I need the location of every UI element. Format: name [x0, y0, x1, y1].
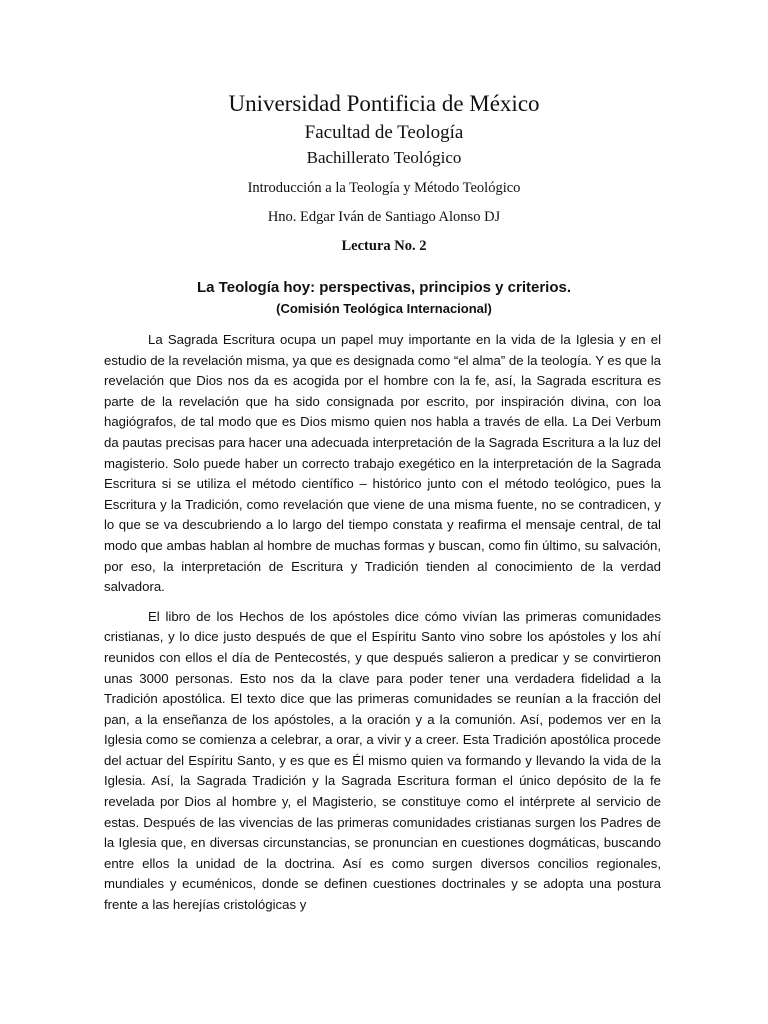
article-heading	[0, 277, 768, 319]
paragraph-2: El libro de los Hechos de los apóstoles dice cómo vivían las primeras comunidades cristianas, y lo dice justo después de que el Espíritu Santo vino sobre los apóstoles y los ahí reunidos con ellos el día de Pentecostés, y que después salieron a predicar y se convirtieron unas 3000 personas. Esto nos da la clave para poder tener una verdadera fidelidad a la Tradición apostólica. El texto dice que las primeras comunidades se reunían a la fracción del pan, a la enseñanza de los apóstoles, a la oración y a la comunión. Así, podemos ver en la Iglesia como se comienza a celebrar, a orar, a vivir y a creer. Esta Tradición apostólica procede del actuar del Espíritu Santo, y es que es Él mismo quien va formando y llevando la vida de la Iglesia. Así, la Sagrada Tradición y la Sagrada Escritura forman el único depósito de la fe revelada por Dios al hombre y, el Magisterio, se constituye como el intérprete al servicio de estas. Después de las vivencias de las primeras comunidades cristianas surgen los Padres de la Iglesia que, en diversas circunstancias, se pronuncian en cuestiones dogmáticas, buscando entre ellos la unidad de la doctrina. Así es como surgen diversos concilios regionales, mundiales y ecuménicos, donde se definen cuestiones doctrinales y se adopta una postura frente a las herejías cristológicas y	[104, 608, 661, 913]
university-name: Universidad Pontificia de México	[228, 91, 540, 116]
document-header	[0, 88, 768, 256]
course-name: Introducción a la Teología y Método Teológico	[247, 180, 521, 196]
article-source: (Comisión Teológica Internacional)	[276, 301, 492, 316]
paragraph-1: La Sagrada Escritura ocupa un papel muy importante en la vida de la Iglesia y en el estudio de la revelación misma, ya que es designada como “el alma” de la teología. Y es que la revelación que Dios nos da es acogida por el hombre con la fe, así, la Sagrada escritura es parte de la revelación que ha sido consignada por escrito, por inspiración divina, con loa hagiógrafos, de tal modo que es Dios mismo quien nos habla a través de ella. La Dei Verbum da pautas precisas para hacer una adecuada interpretación de la Sagrada Escritura a la luz del magisterio. Solo puede haber un correcto trabajo exegético en la interpretación de la Sagrada Escritura si se utiliza el método científico – histórico junto con el método teológico, pues la Escritura y la Tradición, como revelación que viene de una misma fuente, no se contradicen, y lo que se va descubriendo a lo largo del tiempo constata y reafirma el mensaje central, de tal modo que ambas hablan al hombre de muchas formas y buscan, como fin último, su salvación, por eso, la interpretación de Escritura y Tradición tienden al conocimiento de la verdad salvadora.	[104, 332, 661, 595]
author-name: Hno. Edgar Iván de Santiago Alonso DJ	[267, 209, 501, 225]
article-title: La Teología hoy: perspectivas, principios y criterios.	[197, 279, 571, 296]
faculty-name: Facultad de Teología	[304, 122, 464, 143]
reading-number: Lectura No. 2	[341, 238, 427, 254]
article-body	[104, 330, 661, 925]
program-name: Bachillerato Teológico	[306, 148, 462, 167]
